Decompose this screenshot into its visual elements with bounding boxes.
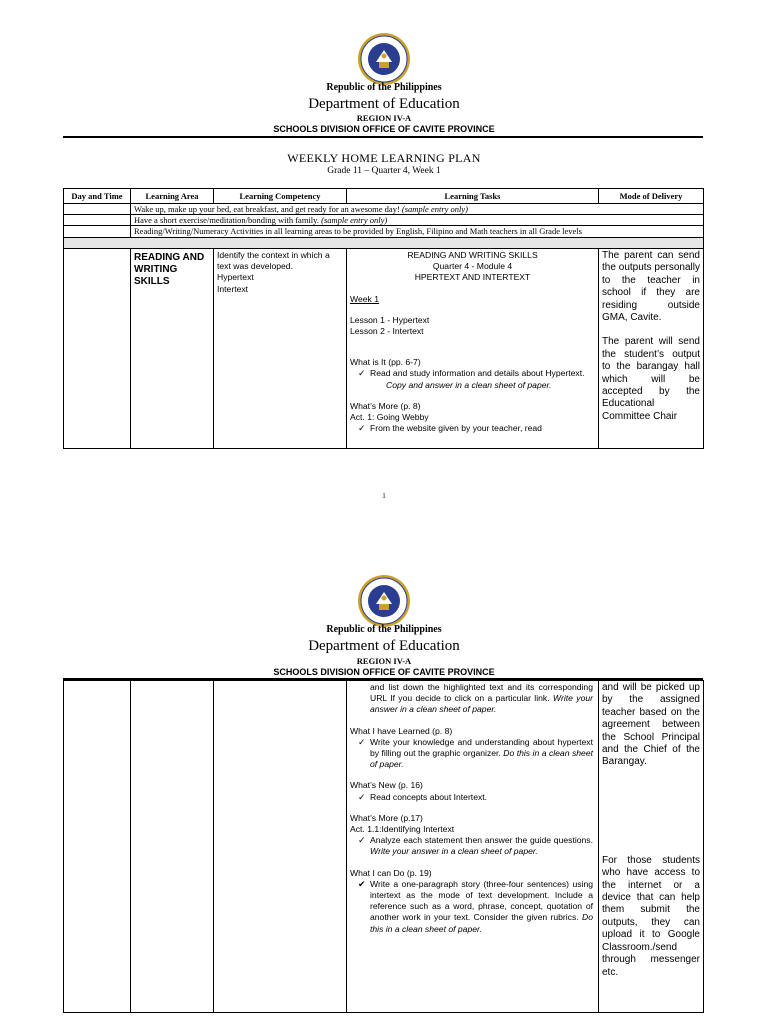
routine-row — [64, 226, 704, 238]
division-line: SCHOOLS DIVISION OFFICE OF CAVITE PROVINCE — [273, 124, 495, 134]
what-i-can-do: What I can Do (p. 19) — [350, 867, 432, 878]
check-mark-icon: ✓ — [358, 791, 366, 802]
what-i-have-learned: What I have Learned (p. 8) — [350, 725, 453, 736]
col-competency: Learning Competency — [214, 189, 347, 204]
routine-row — [64, 215, 704, 226]
tasks-cell — [347, 249, 599, 449]
lesson-two: Lesson 2 - Intertext — [350, 326, 424, 337]
competency-text: Intertext — [217, 283, 249, 294]
routine-note: (sample entry only) — [401, 204, 468, 214]
region-line: REGION IV-A — [356, 113, 412, 123]
competency-text: Hypertext — [217, 272, 254, 283]
task-heading: READING AND WRITING SKILLS — [407, 250, 538, 260]
routine-text: Have a short exercise/meditation/bonding with family. — [134, 215, 322, 225]
competency-cell — [214, 249, 347, 449]
task-item: ✓ From the website given by your teacher, read — [358, 423, 542, 434]
republic-line: Republic of the Philippines — [326, 624, 442, 635]
mode-text: For those students who have access to the internet or a device that can help them submit the outputs, they can upload it to Google Classroom./send through messenger etc. — [602, 854, 700, 978]
page-two — [0, 560, 768, 1024]
department-title: Department of Education — [308, 638, 460, 654]
whats-new: What’s New (p. 16) — [350, 780, 423, 791]
mode-cell — [599, 681, 704, 1013]
task-heading: Quarter 4 - Module 4 — [432, 261, 513, 272]
mode-text: The parent can send the outputs personally to the teacher in school if they are residing outside GMA, Cavite. — [602, 250, 700, 324]
routine-note: (sample entry only) — [321, 215, 388, 225]
lesson-one: Lesson 1 - Hypertext — [350, 314, 430, 325]
mode-text: and will be picked up by the assigned teacher based on the agreement between the School Principal and the Chief of the Barangay. — [602, 682, 700, 768]
col-mode: Mode of Delivery — [599, 189, 704, 204]
check-mark-icon: ✓ — [358, 736, 366, 747]
plan-title: WEEKLY HOME LEARNING PLAN — [287, 151, 481, 165]
check-mark-icon: ✓ — [358, 368, 366, 379]
spacer-row — [64, 238, 704, 249]
task-item: ✔ Write a one-paragraph story (three-four sentences) using intertext as the mode of text development. Include a reference such as a word, phrase, concept, quotation of another work in your text. Consider the given rubrics. Do this in a clean sheet of paper. — [358, 878, 593, 934]
plan-subtitle: Grade 11 – Quarter 4, Week 1 — [327, 166, 441, 176]
learning-plan-table-continued — [63, 680, 704, 1013]
col-day: Day and Time — [64, 189, 131, 204]
check-mark-icon: ✓ — [358, 835, 366, 846]
col-tasks: Learning Tasks — [347, 189, 599, 204]
division-line: SCHOOLS DIVISION OFFICE OF CAVITE PROVINCE — [273, 667, 495, 677]
department-title: Department of Education — [308, 96, 460, 112]
whats-more: What’s More (p. 8) — [350, 400, 421, 411]
task-item: and list down the highlighted text and its corresponding URL If you decide to click on a particular link. Write your answer in a clean sheet of paper. — [370, 682, 593, 715]
region-line: REGION IV-A — [356, 656, 412, 666]
table-header-row — [64, 189, 704, 204]
task-item: ✓ Write your knowledge and understanding about hypertext by filling out the graphic organizer. Do this in a clean sheet of paper. — [358, 736, 593, 770]
header-rule — [63, 136, 703, 138]
deped-seal-icon — [357, 574, 411, 628]
tasks-cell — [347, 681, 599, 1013]
page-number: 1 — [382, 492, 386, 500]
whats-more-two: What’s More (p.17) — [350, 812, 423, 823]
routine-row — [64, 204, 704, 215]
activity-one-one: Act. 1.1:Identifying Intertext — [350, 824, 455, 835]
what-is-it: What is It (pp. 6-7) — [350, 357, 421, 368]
routine-text: Reading/Writing/Numeracy Activities in all learning areas to be provided by English, Filipino and Math teachers in all Grade levels — [134, 226, 582, 236]
week-label: Week 1 — [350, 293, 379, 304]
mode-cell — [599, 249, 704, 449]
check-mark-icon: ✓ — [358, 423, 366, 434]
task-item: ✓ Analyze each statement then answer the guide questions. Write your answer in a clean sheet of paper. — [358, 835, 593, 857]
subject-row-continued — [64, 681, 704, 1013]
task-heading: HPERTEXT AND INTERTEXT — [414, 272, 531, 283]
activity-one: Act. 1: Going Webby — [350, 412, 429, 423]
col-area: Learning Area — [131, 189, 214, 204]
deped-seal-icon — [357, 32, 411, 86]
routine-text: Wake up, make up your bed, eat breakfast, and get ready for an awesome day! — [134, 204, 402, 214]
task-item: ✓ Read concepts about Intertext. — [358, 791, 488, 802]
task-note: Copy and answer in a clean sheet of paper. — [386, 379, 552, 390]
check-mark-icon: ✔ — [358, 878, 366, 889]
task-item: ✓ Read and study information and details about Hypertext. — [358, 368, 585, 379]
learning-plan-table — [63, 188, 704, 449]
republic-line: Republic of the Philippines — [326, 82, 442, 93]
mode-text: The parent will send the student’s output to the barangay hall which will be accepted by the Educational Committee Chair — [602, 336, 700, 422]
learning-area: READING AND WRITING SKILLS — [131, 249, 214, 449]
competency-text: Identify the context in which a text was developed. — [217, 250, 330, 272]
subject-row — [64, 249, 704, 449]
